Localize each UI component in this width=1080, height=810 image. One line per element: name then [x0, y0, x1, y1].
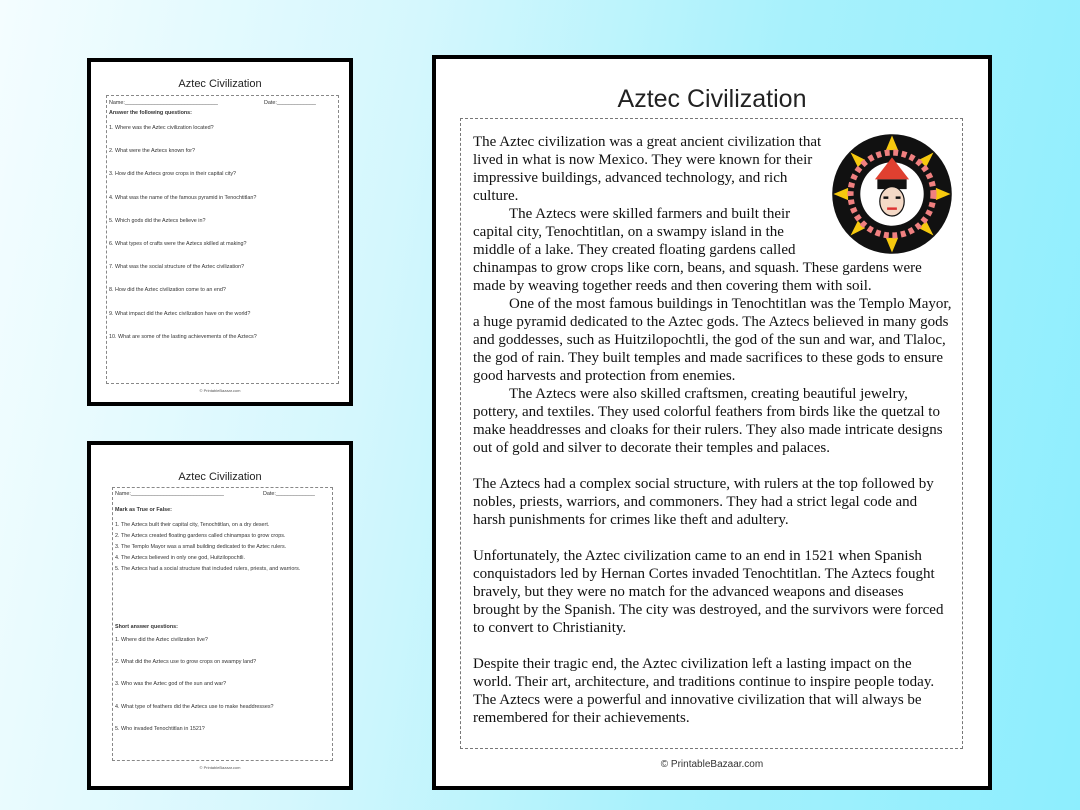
- question-item: 6. What types of crafts were the Aztecs skilled at making?: [109, 241, 247, 247]
- question-item: 3. The Templo Mayor was a small building dedicated to the Aztec rulers.: [115, 544, 287, 550]
- date-field: Date:_____________: [264, 100, 316, 106]
- paragraph: The Aztecs were also skilled craftsmen, creating beautiful jewelry, pottery, and textiles. They used colorful feathers from birds like the quetzal to make headdresses and cloaks for their rulers. They also made intricate designs out of gold and silver to decorate their temples and palaces.: [473, 386, 943, 456]
- sa-heading: Short answer questions:: [115, 624, 178, 630]
- paragraph: Unfortunately, the Aztec civilization came to an end in 1521 when Spanish conquistadors led by Hernan Cortes invaded Tenochtitlan. The Aztecs fought bravely, but they were no match for the advanced weapons and diseases brought by the Spanish. The city was destroyed, and the survivors were forced to convert to Christianity.: [473, 548, 944, 636]
- worksheet-questions-preview: [87, 58, 353, 406]
- question-item: 2. What did the Aztecs use to grow crops on swampy land?: [115, 659, 257, 666]
- question-item: 5. Who invaded Tenochtitlan in 1521?: [115, 725, 205, 732]
- question-item: 10. What are some of the lasting achievements of the Aztecs?: [109, 333, 257, 340]
- question-item: 4. What was the name of the famous pyramid in Tenochtitlan?: [109, 194, 257, 201]
- date-field: Date:_____________: [263, 491, 315, 497]
- question-item: 4. The Aztecs believed in only one god, Huitzilopochtli.: [115, 555, 245, 561]
- question-item: 5. Which gods did the Aztecs believe in?: [109, 217, 206, 224]
- paragraph: The Aztecs were skilled farmers and built their capital city, Tenochtitlan, on a swampy island in the middle of a lake. They created floating gardens called chinampas to grow crops like corn, beans, and squash. These gardens were made by weaving together reeds and then covering them with soil.: [473, 206, 922, 294]
- question-item: 4. What type of feathers did the Aztecs use to make headdresses?: [115, 703, 274, 710]
- footer: © PrintableBazaar.com: [199, 388, 241, 393]
- instructions: Answer the following questions:: [109, 110, 192, 116]
- footer: © PrintableBazaar.com: [199, 765, 241, 770]
- reading-passage-page: [432, 55, 992, 790]
- paragraph: The Aztec civilization was a great ancient civilization that lived in what is now Mexico. They were known for their impressive buildings, advanced technology, and rich culture.: [473, 134, 822, 204]
- page-title: Aztec Civilization: [617, 85, 807, 113]
- aztec-calendar-emblem-icon: [831, 133, 953, 255]
- tf-heading: Mark as True or False:: [115, 507, 172, 513]
- worksheet-title: Aztec Civilization: [178, 471, 262, 483]
- worksheet-title: Aztec Civilization: [178, 78, 262, 90]
- worksheet-true-false-preview: [87, 441, 353, 790]
- question-item: 3. Who was the Aztec god of the sun and war?: [115, 681, 227, 688]
- worksheet-frame: [106, 95, 339, 384]
- question-item: 9. What impact did the Aztec civilization have on the world?: [109, 310, 251, 317]
- name-field: Name:_______________________________: [115, 491, 224, 497]
- question-item: 2. What were the Aztecs known for?: [109, 148, 195, 155]
- question-item: 1. Where did the Aztec civilization live?: [115, 637, 208, 643]
- question-item: 7. What was the social structure of the Aztec civilization?: [109, 264, 245, 271]
- question-item: 1. Where was the Aztec civilization located?: [109, 125, 214, 131]
- question-item: 3. How did the Aztecs grow crops in their capital city?: [109, 171, 237, 178]
- question-item: 2. The Aztecs created floating gardens called chinampas to grow crops.: [115, 533, 286, 539]
- question-item: 1. The Aztecs built their capital city, Tenochtitlan, on a dry desert.: [115, 522, 270, 528]
- paragraph: One of the most famous buildings in Tenochtitlan was the Templo Mayor, a huge pyramid dedicated to the Aztec gods. The Aztecs believed in many gods and goddesses, such as Huitzilopochtli, the god of the sun and war, and Tlaloc, the god of rain. They built temples and made sacrifices to these gods to ensure good harvests and protection from enemies.: [473, 296, 952, 384]
- question-item: 8. How did the Aztec civilization come to an end?: [109, 287, 226, 294]
- passage-body: [473, 133, 953, 727]
- question-item: 5. The Aztecs had a social structure that included rulers, priests, and warriors.: [115, 566, 301, 572]
- paragraph: Despite their tragic end, the Aztec civilization left a lasting impact on the world. Their art, architecture, and traditions continue to inspire people today. The Aztecs were a powerful and innovative civilization that will always be remembered for their achievements.: [473, 656, 935, 726]
- paragraph: The Aztecs had a complex social structure, with rulers at the top followed by nobles, priests, warriors, and commoners. They had a strict legal code and harsh punishments for crimes like theft and adultery.: [473, 476, 934, 528]
- footer: © PrintableBazaar.com: [660, 759, 764, 770]
- name-field: Name:_______________________________: [109, 100, 218, 106]
